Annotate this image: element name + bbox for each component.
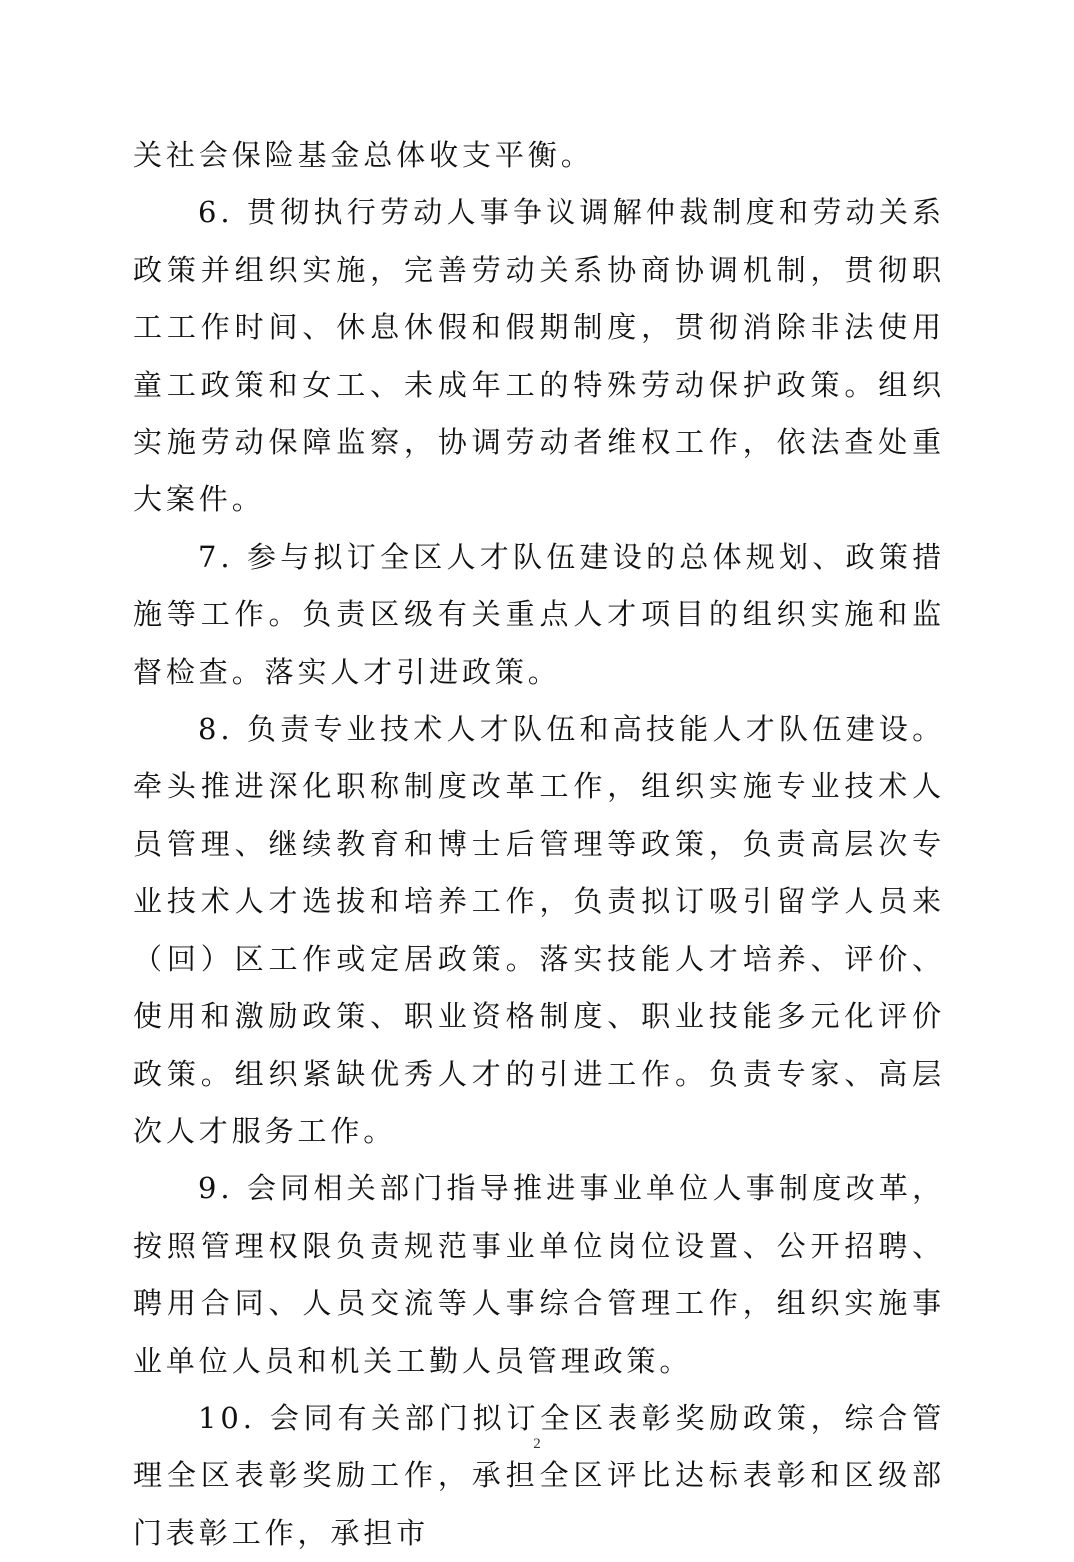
paragraph-item-8: 8. 负责专业技术人才队伍和高技能人才队伍建设。牵头推进深化职称制度改革工作，组织实施专业技术人员管理、继续教育和博士后管理等政策，负责高层次专业技术人才选拔和培养工作，负责拟订吸引留学人员来（回）区工作或定居政策。落实技能人才培养、评价、使用和激励政策、职业资格制度、职业技能多元化评价政策。组织紧缺优秀人才的引进工作。负责专家、高层次人才服务工作。 — [133, 712, 945, 1148]
page-number: 2 — [533, 1436, 541, 1452]
paragraph-item-9: 9. 会同相关部门指导推进事业单位人事制度改革，按照管理权限负责规范事业单位岗位设置、公开招聘、聘用合同、人员交流等人事综合管理工作，组织实施事业单位人员和机关工勤人员管理政策。 — [133, 1171, 945, 1378]
paragraph-continuation: 关社会保险基金总体收支平衡。 — [133, 138, 594, 172]
document-body — [133, 127, 945, 1562]
paragraph-item-10: 10. 会同有关部门拟订全区表彰奖励政策，综合管理全区表彰奖励工作，承担全区评比达标表彰和区级部门表彰工作，承担市 — [133, 1400, 945, 1550]
paragraph-item-7: 7. 参与拟订全区人才队伍建设的总体规划、政策措施等工作。负责区级有关重点人才项目的组织实施和监督检查。落实人才引进政策。 — [133, 539, 945, 689]
paragraph-item-6: 6. 贯彻执行劳动人事争议调解仲裁制度和劳动关系政策并组织实施，完善劳动关系协商协调机制，贯彻职工工作时间、休息休假和假期制度，贯彻消除非法使用童工政策和女工、未成年工的特殊劳动保护政策。组织实施劳动保障监察，协调劳动者维权工作，依法查处重大案件。 — [133, 195, 945, 517]
